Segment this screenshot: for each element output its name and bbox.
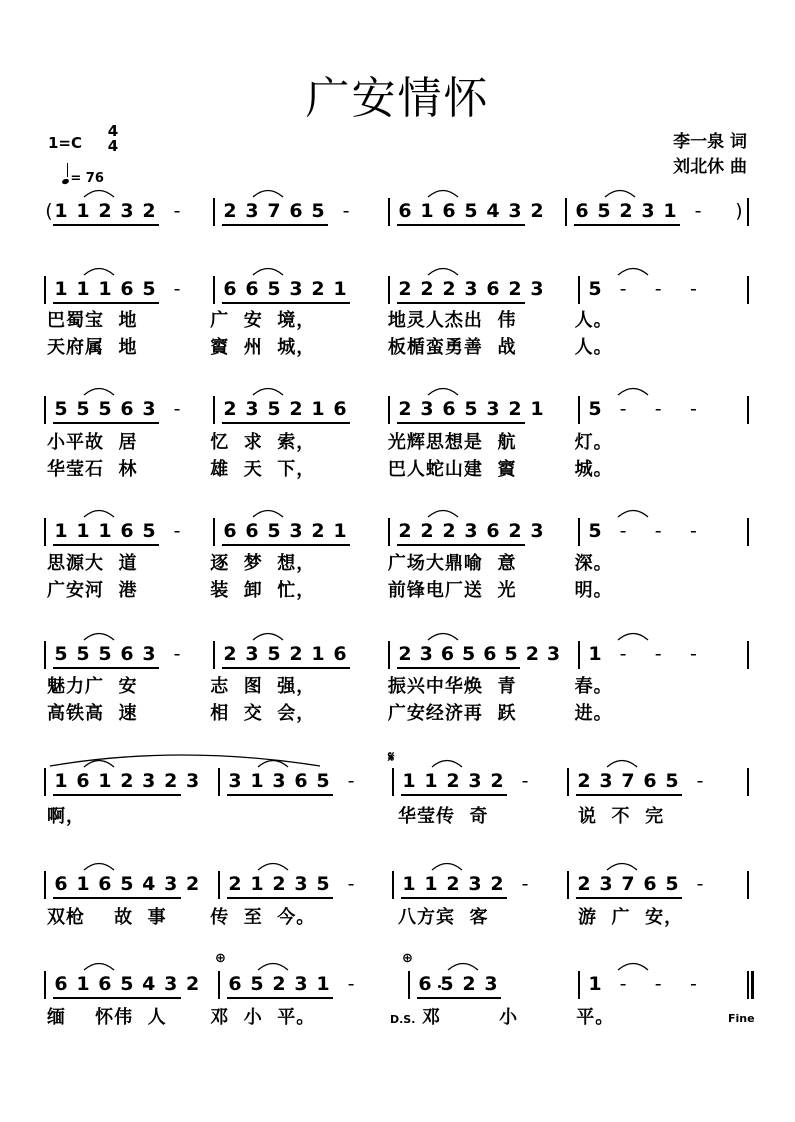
- note-digit: 5: [120, 973, 134, 995]
- tempo-value: = 76: [70, 171, 104, 186]
- slur-layer: [0, 200, 795, 230]
- note-digit: 6: [98, 873, 112, 895]
- note-digit: 3: [599, 770, 613, 792]
- lyric-line: 思源大 道 逐 梦 想， 广场大鼎喻 意 深。: [47, 553, 613, 574]
- repeat-open-paren: (: [45, 200, 53, 222]
- note-digit: 1: [76, 200, 90, 222]
- note-digit: 1: [424, 873, 438, 895]
- note-digit: 6: [76, 770, 90, 792]
- lyric-segment: 缅 怀伟 人 邓 小 平。: [47, 1007, 316, 1028]
- staff-system: [0, 200, 795, 230]
- note-digit: 7: [621, 873, 635, 895]
- note-digit: 3: [486, 398, 500, 420]
- note-digit: 6: [442, 200, 456, 222]
- staff-system: [0, 278, 795, 358]
- slur: [618, 634, 648, 641]
- lyric-segment: 啊，: [47, 806, 85, 827]
- note-digit: 5: [142, 278, 156, 300]
- note-digit: 6: [643, 873, 657, 895]
- slur: [258, 864, 288, 871]
- sustain-dash: -: [619, 278, 627, 300]
- sustain-dash: -: [689, 278, 697, 300]
- time-signature-denominator: 4: [107, 137, 119, 155]
- note-digit: 2: [446, 770, 460, 792]
- sustain-dash: -: [696, 770, 704, 792]
- sustain-dash: -: [654, 973, 662, 995]
- note-digit: 1: [333, 520, 347, 542]
- staff-system: [0, 873, 795, 928]
- slur: [607, 864, 637, 871]
- slur: [605, 191, 635, 198]
- note-digit: 2: [398, 520, 412, 542]
- sustain-dash: -: [689, 643, 697, 665]
- sustain-dash: -: [696, 873, 704, 895]
- note-digit: 2: [490, 770, 504, 792]
- note-digit: 1: [76, 278, 90, 300]
- sustain-dash: -: [689, 973, 697, 995]
- note-digit: 6: [223, 278, 237, 300]
- sustain-dash: -: [342, 200, 350, 222]
- note-digit: 2: [398, 643, 412, 665]
- note-digit: 5: [250, 973, 264, 995]
- quarter-note-icon: [61, 178, 69, 185]
- note-digit: 3: [245, 200, 259, 222]
- slur: [253, 511, 283, 518]
- composer-credit: 刘北休 曲: [673, 157, 747, 177]
- slur: [253, 269, 283, 276]
- lyricist-credit: 李一泉 词: [673, 132, 747, 152]
- slur: [84, 761, 114, 768]
- note-digit: 6: [442, 398, 456, 420]
- note-digit: 1: [54, 200, 68, 222]
- slur-layer: [0, 973, 795, 1003]
- slur: [428, 269, 458, 276]
- note-digit: 1: [98, 770, 112, 792]
- time-signature: [103, 124, 123, 154]
- note-digit: 1: [530, 398, 544, 420]
- note-digit: 1: [76, 873, 90, 895]
- lyric-segment: 游 广 安，: [578, 907, 684, 928]
- note-digit: 2: [311, 520, 325, 542]
- note-digit: 4: [142, 973, 156, 995]
- note-digit: 2: [577, 873, 591, 895]
- sustain-dash: -: [619, 520, 627, 542]
- note-digit: 1: [76, 520, 90, 542]
- slur: [258, 964, 288, 971]
- note-digit: 3: [186, 770, 200, 792]
- slur: [432, 761, 462, 768]
- note-digit: 5: [120, 873, 134, 895]
- sustain-dash: -: [173, 643, 181, 665]
- key-signature: 1=C: [48, 134, 83, 152]
- note-digit: 5: [597, 200, 611, 222]
- sustain-dash: -: [521, 770, 529, 792]
- note-digit: 1: [311, 643, 325, 665]
- note-digit: 1: [76, 973, 90, 995]
- ds-marking: D.S.: [390, 1013, 416, 1026]
- slur: [432, 864, 462, 871]
- note-digit: 1: [588, 643, 602, 665]
- note-digit: 5: [76, 398, 90, 420]
- lyric-line: 天府属 地 賨 州 城， 板楯蛮勇善 战 人。: [47, 337, 613, 358]
- note-digit: 3: [294, 873, 308, 895]
- note-digit: 6: [418, 973, 432, 995]
- note-digit: 1: [54, 770, 68, 792]
- sustain-dash: -: [619, 643, 627, 665]
- lyric-segment: 邓 小 平。: [422, 1007, 615, 1028]
- note-digit: 1: [316, 973, 330, 995]
- slur-layer: [0, 278, 795, 308]
- note-digit: 2: [142, 200, 156, 222]
- note-digit: 5: [267, 520, 281, 542]
- lyric-segment: 华莹传 奇: [398, 806, 489, 827]
- note-digit: 2: [98, 200, 112, 222]
- note-digit: 2: [462, 973, 476, 995]
- note-digit: 1: [420, 200, 434, 222]
- note-digit: 4: [142, 873, 156, 895]
- slur-layer: [0, 643, 795, 673]
- lyric-line: 小平故 居 忆 求 索， 光辉思想是 航 灯。: [47, 432, 613, 453]
- note-digit: 1: [98, 278, 112, 300]
- note-digit: 3: [272, 770, 286, 792]
- slur-layer: [0, 520, 795, 550]
- sustain-dash: -: [694, 200, 702, 222]
- page-title: 广安情怀: [305, 73, 490, 124]
- sustain-dash: -: [347, 873, 355, 895]
- note-digit: 3: [508, 200, 522, 222]
- note-digit: 3: [464, 278, 478, 300]
- slur: [253, 191, 283, 198]
- note-digit: 6: [228, 973, 242, 995]
- note-digit: 3: [245, 398, 259, 420]
- time-signature-numerator: 4: [107, 122, 119, 140]
- sustain-dash: -: [654, 278, 662, 300]
- fine-marking: Fine: [728, 1012, 755, 1025]
- note-digit: 3: [530, 520, 544, 542]
- note-digit: 6: [54, 873, 68, 895]
- note-digit: 1: [54, 520, 68, 542]
- note-digit: 6: [245, 520, 259, 542]
- sustain-dash: -: [619, 398, 627, 420]
- note-digit: 2: [228, 873, 242, 895]
- note-digit: 6: [289, 200, 303, 222]
- note-digit: 2: [619, 200, 633, 222]
- note-digit: 2: [420, 278, 434, 300]
- lyric-segment: 说 不 完: [578, 806, 665, 827]
- note-digit: 5: [316, 770, 330, 792]
- note-digit: 1: [250, 770, 264, 792]
- note-digit: 2: [120, 770, 134, 792]
- note-digit: 6: [120, 398, 134, 420]
- note-digit: 3: [468, 770, 482, 792]
- slur: [428, 389, 458, 396]
- slur: [428, 511, 458, 518]
- note-digit: 6: [486, 520, 500, 542]
- segno-icon: 𝄋: [388, 748, 395, 766]
- note-digit: 1: [588, 973, 602, 995]
- note-digit: 2: [420, 520, 434, 542]
- lyric-line: 魅力广 安 志 图 强， 振兴中华焕 青 春。: [47, 676, 613, 697]
- slur: [448, 964, 478, 971]
- note-digit: 2: [223, 200, 237, 222]
- note-stem: [67, 163, 68, 177]
- note-digit: 5: [311, 200, 325, 222]
- slur-layer: [0, 398, 795, 428]
- long-slur: [50, 755, 320, 766]
- note-digit: 1: [54, 278, 68, 300]
- note-digit: 3: [289, 520, 303, 542]
- note-digit: 6: [575, 200, 589, 222]
- note-digit: 1: [333, 278, 347, 300]
- note-digit: 6: [333, 643, 347, 665]
- note-digit: 2: [186, 873, 200, 895]
- slur: [618, 389, 648, 396]
- note-digit: 2: [577, 770, 591, 792]
- note-digit: 6: [333, 398, 347, 420]
- note-digit: 7: [621, 770, 635, 792]
- note-digit: 5: [440, 973, 454, 995]
- note-digit: 2: [223, 398, 237, 420]
- note-digit: 2: [530, 200, 544, 222]
- note-digit: 1: [424, 770, 438, 792]
- note-digit: 6: [98, 973, 112, 995]
- sustain-dash: -: [654, 398, 662, 420]
- note-digit: 3: [164, 973, 178, 995]
- sustain-dash: -: [173, 398, 181, 420]
- note-digit: 3: [142, 643, 156, 665]
- note-digit: 5: [54, 398, 68, 420]
- sustain-dash: -: [173, 520, 181, 542]
- note-digit: 4: [486, 200, 500, 222]
- slur: [607, 761, 637, 768]
- slur: [253, 634, 283, 641]
- note-digit: 5: [588, 278, 602, 300]
- note-digit: 2: [398, 398, 412, 420]
- note-digit: 2: [446, 873, 460, 895]
- note-digit: 2: [223, 643, 237, 665]
- sustain-dash: -: [689, 520, 697, 542]
- slur: [84, 634, 114, 641]
- repeat-close-paren: ): [735, 200, 743, 222]
- note-digit: 5: [316, 873, 330, 895]
- note-digit: 5: [98, 398, 112, 420]
- note-digit: 2: [186, 973, 200, 995]
- sustain-dash: -: [173, 200, 181, 222]
- note-digit: 2: [289, 398, 303, 420]
- note-digit: 1: [311, 398, 325, 420]
- lyric-segment: 双枪 故 事 传 至 今。: [47, 907, 316, 928]
- note-digit: 3: [641, 200, 655, 222]
- note-digit: 2: [442, 278, 456, 300]
- note-digit: 6: [245, 278, 259, 300]
- slur: [428, 634, 458, 641]
- note-digit: 6: [54, 973, 68, 995]
- lyric-line: 巴蜀宝 地 广 安 境， 地灵人杰出 伟 人。: [47, 310, 613, 331]
- note-digit: 2: [525, 643, 539, 665]
- note-digit: 3: [530, 278, 544, 300]
- slur: [253, 389, 283, 396]
- note-digit: 1: [663, 200, 677, 222]
- note-digit: 5: [98, 643, 112, 665]
- sustain-dash: -: [654, 643, 662, 665]
- note-digit: 3: [420, 398, 434, 420]
- note-digit: 6: [120, 643, 134, 665]
- note-digit: 5: [588, 520, 602, 542]
- note-digit: 2: [442, 520, 456, 542]
- note-digit: 6: [440, 643, 455, 665]
- note-digit: 6: [223, 520, 237, 542]
- note-digit: 2: [490, 873, 504, 895]
- staff-system: [0, 398, 795, 480]
- note-digit: 6: [486, 278, 500, 300]
- note-digit: 5: [464, 398, 478, 420]
- lyric-line: 广安河 港 装 卸 忙， 前锋电厂送 光 明。: [47, 580, 613, 601]
- note-digit: 2: [164, 770, 178, 792]
- note-digit: 7: [267, 200, 281, 222]
- slur: [84, 191, 114, 198]
- note-digit: 6: [294, 770, 308, 792]
- note-digit: 3: [484, 973, 498, 995]
- note-digit: 5: [54, 643, 68, 665]
- note-digit: 5: [76, 643, 90, 665]
- note-digit: 1: [250, 873, 264, 895]
- sustain-dash: -: [619, 973, 627, 995]
- sustain-dash: -: [347, 973, 355, 995]
- note-digit: 5: [267, 398, 281, 420]
- note-digit: 2: [508, 398, 522, 420]
- tempo-marking: [62, 168, 104, 186]
- note-digit: 2: [508, 520, 522, 542]
- note-digit: 5: [665, 770, 679, 792]
- slur: [84, 964, 114, 971]
- note-digit: 6: [643, 770, 657, 792]
- note-digit: 3: [294, 973, 308, 995]
- note-digit: 3: [419, 643, 433, 665]
- note-digit: 3: [546, 643, 561, 665]
- slur: [84, 864, 114, 871]
- lyric-segment: 八方宾 客: [398, 907, 489, 928]
- slur: [84, 269, 114, 276]
- note-digit: 5: [267, 643, 281, 665]
- note-digit: 6: [120, 520, 134, 542]
- slur: [618, 269, 648, 276]
- note-digit: 5: [464, 200, 478, 222]
- slur: [84, 389, 114, 396]
- slur-layer: [0, 770, 795, 800]
- lyric-line: 高铁高 速 相 交 会， 广安经济再 跃 进。: [47, 703, 613, 724]
- note-digit: 6: [483, 643, 497, 665]
- sustain-dash: -: [521, 873, 529, 895]
- note-digit: 5: [462, 643, 476, 665]
- note-digit: 5: [504, 643, 518, 665]
- slur-layer: [0, 873, 795, 903]
- note-digit: 3: [468, 873, 482, 895]
- note-digit: 3: [245, 643, 259, 665]
- note-digit: 6: [398, 200, 412, 222]
- note-digit: 5: [588, 398, 602, 420]
- note-digit: 2: [272, 973, 286, 995]
- staff-system: [0, 770, 795, 827]
- note-digit: 3: [464, 520, 478, 542]
- note-digit: 5: [142, 520, 156, 542]
- note-digit: 5: [267, 278, 281, 300]
- note-digit: 2: [311, 278, 325, 300]
- slur: [618, 964, 648, 971]
- note-digit: 3: [142, 398, 156, 420]
- note-digit: 1: [98, 520, 112, 542]
- lyric-line: 华莹石 林 雄 天 下， 巴人蛇山建 賨 城。: [47, 459, 613, 480]
- note-digit: 1: [402, 770, 416, 792]
- note-digit: 3: [228, 770, 242, 792]
- coda-icon: ⊕: [215, 951, 226, 966]
- sustain-dash: -: [689, 398, 697, 420]
- note-digit: 3: [142, 770, 156, 792]
- sustain-dash: -: [654, 520, 662, 542]
- note-digit: 2: [398, 278, 412, 300]
- slur: [84, 511, 114, 518]
- slur: [618, 511, 648, 518]
- note-digit: 3: [120, 200, 134, 222]
- note-digit: 2: [289, 643, 303, 665]
- sustain-dash: -: [347, 770, 355, 792]
- note-digit: 1: [402, 873, 416, 895]
- note-digit: 3: [164, 873, 178, 895]
- note-digit: 5: [665, 873, 679, 895]
- sustain-dash: -: [173, 278, 181, 300]
- note-digit: 2: [272, 873, 286, 895]
- coda-icon: ⊕: [402, 951, 413, 966]
- note-digit: 3: [289, 278, 303, 300]
- note-digit: 6: [120, 278, 134, 300]
- slur: [428, 191, 458, 198]
- note-digit: 2: [508, 278, 522, 300]
- staff-system: [0, 643, 795, 724]
- staff-system: [0, 520, 795, 601]
- note-digit: 3: [599, 873, 613, 895]
